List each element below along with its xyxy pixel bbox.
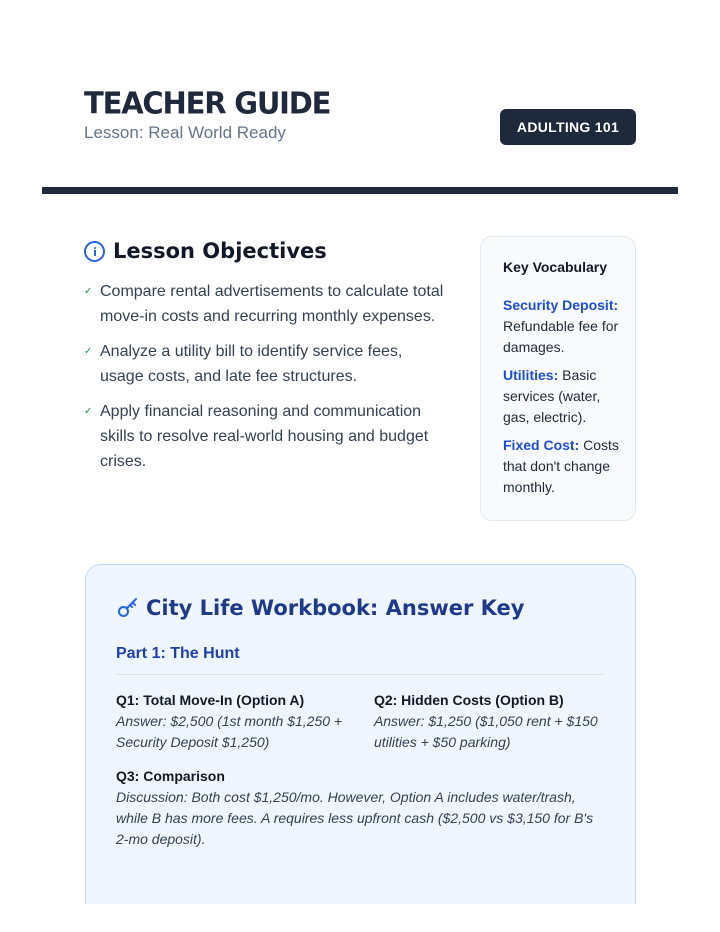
objective-text: Apply financial reasoning and communication skills to resolve real-world housing and budget crises.	[100, 403, 429, 470]
question-2	[374, 690, 605, 753]
vocabulary-definition: Basic services (water, gas, electric).	[503, 367, 601, 425]
vocabulary-definition: Costs that don't change monthly.	[503, 437, 619, 495]
question-3	[116, 766, 605, 850]
answer-text: Discussion: Both cost $1,250/mo. However, Option A includes water/trash, while B has more fees. A requires less upfront cash ($2,500 vs $3,150 for B's 2-mo deposit).	[116, 789, 594, 847]
objective-item	[84, 399, 444, 474]
vocabulary-entry	[503, 295, 621, 358]
check-icon: ✓	[84, 346, 93, 357]
key-vocabulary-card	[480, 236, 636, 521]
check-icon: ✓	[84, 286, 93, 297]
vocabulary-term: Security Deposit:	[503, 297, 619, 313]
answer-key-heading	[116, 593, 605, 623]
page-header	[84, 86, 636, 146]
vocabulary-term: Utilities:	[503, 367, 559, 383]
vocabulary-entry	[503, 435, 621, 498]
question-label: Q1: Total Move-In (Option A)	[116, 692, 305, 708]
answer-text: Answer: $2,500 (1st month $1,250 + Security Deposit $1,250)	[116, 713, 343, 750]
objectives-list	[84, 279, 444, 474]
check-icon: ✓	[84, 406, 93, 417]
key-icon	[116, 596, 140, 620]
info-icon	[84, 241, 105, 262]
question-1	[116, 690, 374, 753]
vocabulary-title: Key Vocabulary	[503, 259, 608, 275]
objective-item	[84, 339, 444, 389]
vocabulary-definition: Refundable fee for damages.	[503, 318, 619, 355]
vocabulary-term: Fixed Cost:	[503, 437, 580, 453]
answer-text: Answer: $1,250 ($1,050 rent + $150 utilities + $50 parking)	[373, 713, 598, 750]
objective-text: Compare rental advertisements to calculate total move-in costs and recurring monthly expenses.	[100, 283, 444, 325]
part-title: Part 1: The Hunt	[116, 645, 605, 675]
question-label: Q2: Hidden Costs (Option B)	[373, 692, 564, 708]
course-badge: ADULTING 101	[500, 109, 636, 145]
page-title: TEACHER GUIDE	[84, 85, 331, 121]
objective-item	[84, 279, 444, 329]
answer-key-title: City Life Workbook: Answer Key	[146, 596, 525, 620]
lesson-subtitle: Lesson: Real World Ready	[84, 123, 286, 142]
objectives-title: Lesson Objectives	[113, 239, 327, 263]
lesson-objectives-section	[84, 236, 444, 484]
qa-row	[116, 690, 605, 753]
objectives-heading	[84, 236, 444, 266]
objective-text: Analyze a utility bill to identify service fees, usage costs, and late fee structures.	[100, 343, 403, 385]
question-label: Q3: Comparison	[116, 768, 225, 784]
header-divider	[42, 187, 678, 194]
answer-key-section	[85, 564, 636, 904]
vocabulary-entry	[503, 365, 621, 428]
